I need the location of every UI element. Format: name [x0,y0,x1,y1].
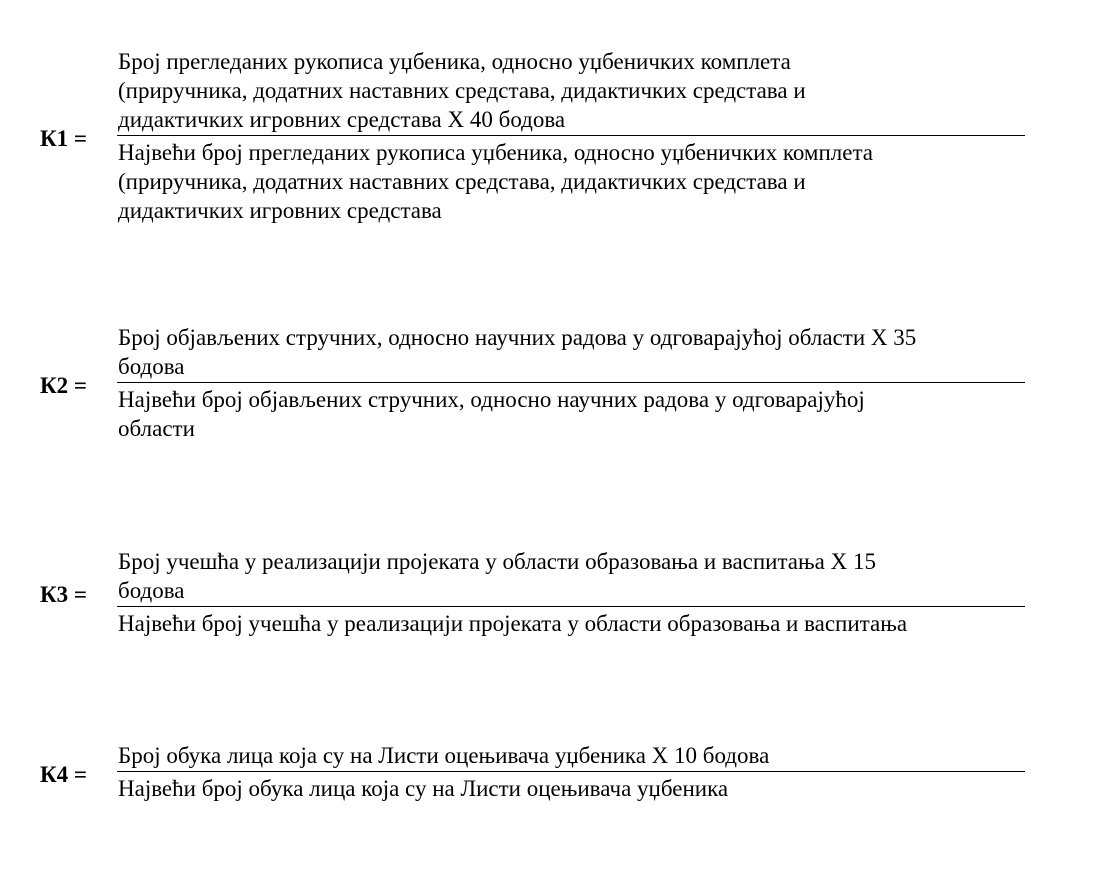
fraction-bar [117,382,1025,383]
formula-label: К1 = [40,126,88,151]
fraction-numerator: Број учешћа у реализацији пројеката у области образовања и васпитања Х 15 бодова [118,549,876,603]
fraction-denominator: Највећи број обука лица која су на Листи оцењивача уџбеника [118,776,729,801]
fraction-denominator: Највећи број прегледаних рукописа уџбеника, односно уџбеничких комплета (приручника, додатних наставних средстава, дидактичких средстава и дидактичких игровних средстава [118,140,874,223]
formula-label: К3 = [40,582,88,607]
fraction-denominator: Највећи број објављених стручних, односно научних радова у одговарајућој области [118,387,865,441]
formula-label: К2 = [40,373,88,398]
fraction [118,323,1026,443]
fraction-numerator: Број објављених стручних, односно научних радова у одговарајућој области Х 35 бодова [118,325,917,379]
fraction-denominator: Највећи број учешћа у реализацији пројеката у области образовања и васпитања [118,611,908,636]
fraction-bar [117,135,1025,136]
formula-label: К4 = [40,762,88,787]
fraction [118,547,1026,638]
fraction-numerator: Број обука лица која су на Листи оцењивача уџбеника Х 10 бодова [118,743,770,768]
fraction-bar [117,771,1025,772]
fraction-bar [117,606,1025,607]
fraction [118,741,1026,803]
fraction [118,47,1026,225]
fraction-numerator: Број прегледаних рукописа уџбеника, односно уџбеничких комплета (приручника, додатних наставних средстава, дидактичких средстава и дидактичких игровних средстава Х 40 бодова [118,49,806,132]
